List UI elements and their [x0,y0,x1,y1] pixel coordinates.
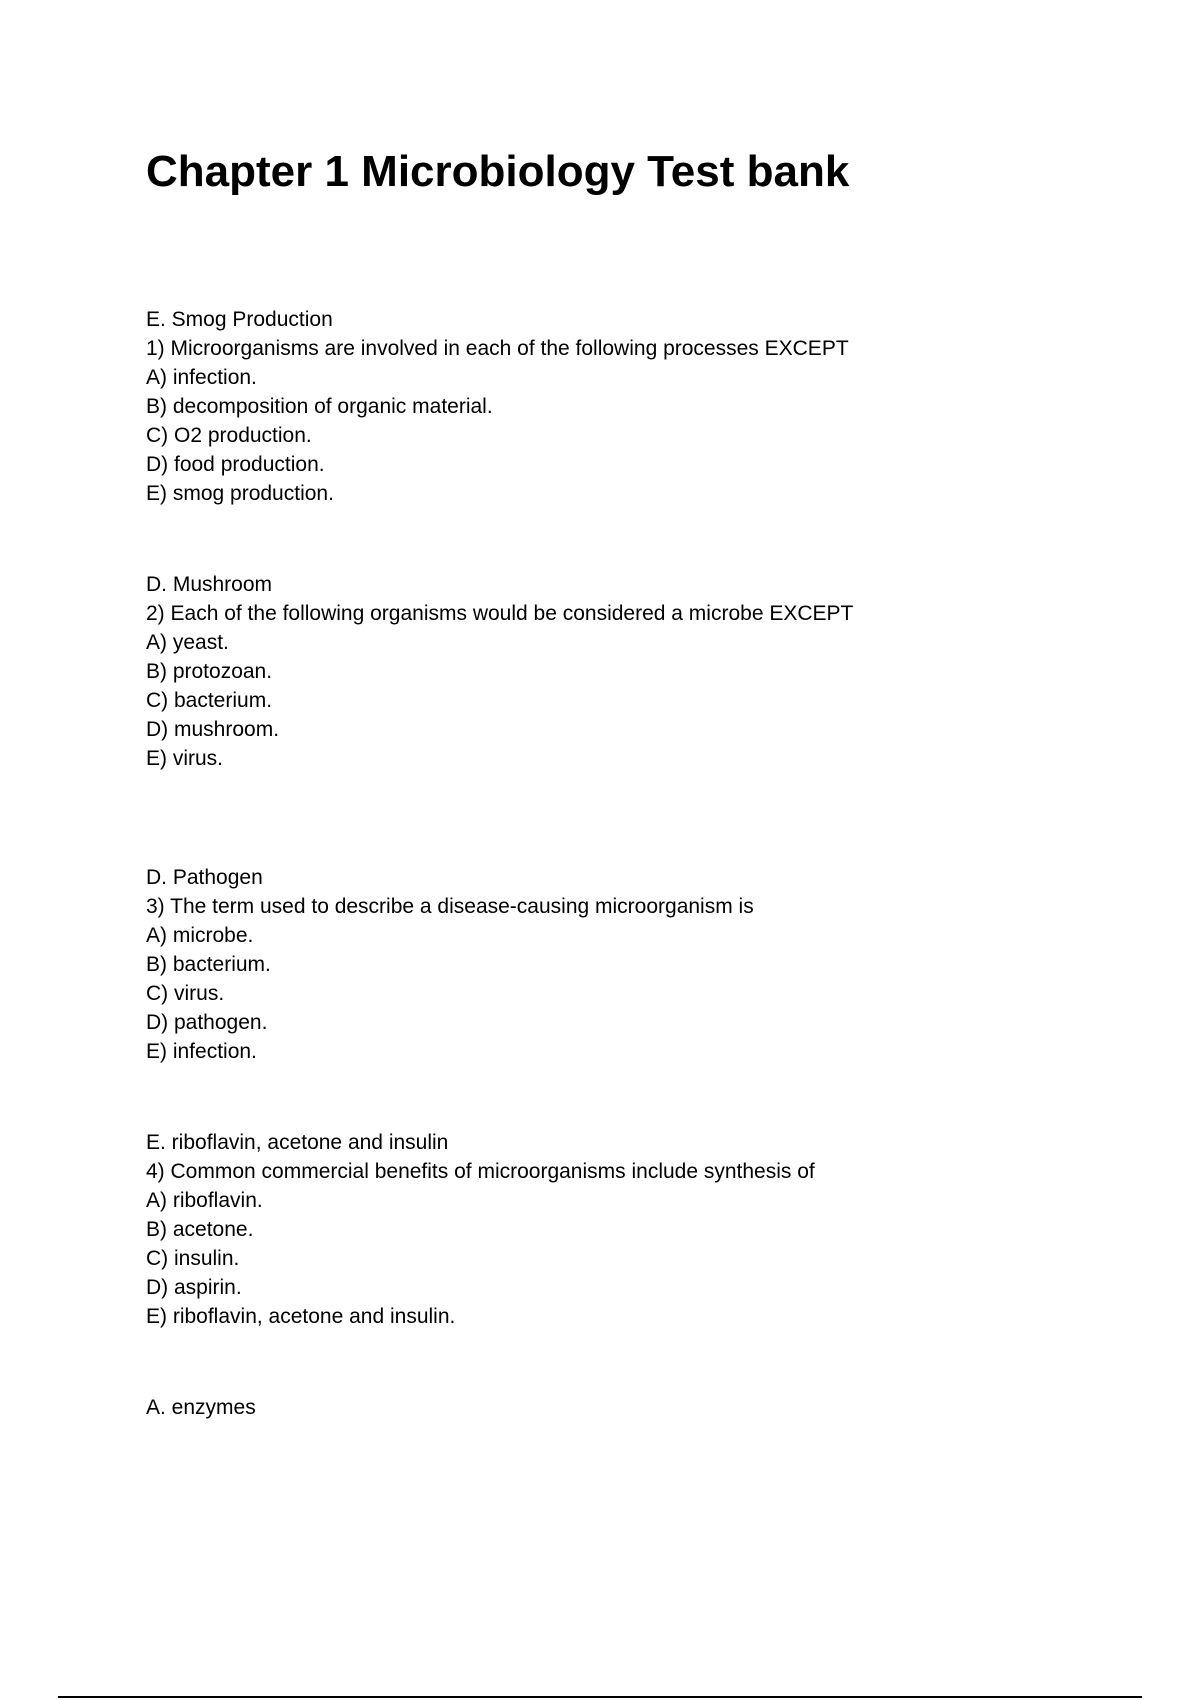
qa-block-5 [146,1393,1106,1422]
option-a: A) yeast. [146,631,229,654]
qa-block-2 [146,570,1106,773]
answer-line: A. enzymes [146,1396,256,1419]
question-text: 3) The term used to describe a disease-causing microorganism is [146,895,754,918]
answer-line: D. Pathogen [146,866,263,889]
option-a: A) infection. [146,366,257,389]
option-e: E) infection. [146,1040,257,1063]
option-d: D) mushroom. [146,718,280,741]
option-b: B) bacterium. [146,953,271,976]
option-a: A) microbe. [146,924,254,947]
option-b: B) acetone. [146,1218,254,1241]
footer-divider [58,1696,1142,1698]
qa-block-4 [146,1128,1106,1331]
option-b: B) decomposition of organic material. [146,395,493,418]
option-e: E) riboflavin, acetone and insulin. [146,1305,456,1328]
question-text: 4) Common commercial benefits of microorganisms include synthesis of [146,1160,815,1183]
option-e: E) smog production. [146,482,334,505]
option-e: E) virus. [146,747,224,770]
option-d: D) food production. [146,453,325,476]
answer-line: D. Mushroom [146,573,273,596]
option-c: C) bacterium. [146,689,273,712]
question-text: 1) Microorganisms are involved in each of the following processes EXCEPT [146,337,849,360]
option-c: C) O2 production. [146,424,312,447]
answer-line: E. riboflavin, acetone and insulin [146,1131,449,1154]
option-d: D) pathogen. [146,1011,268,1034]
option-c: C) insulin. [146,1247,240,1270]
answer-line: E. Smog Production [146,308,333,331]
question-text: 2) Each of the following organisms would be considered a microbe EXCEPT [146,602,854,625]
option-b: B) protozoan. [146,660,273,683]
qa-block-1 [146,305,1106,508]
qa-block-3 [146,863,1106,1066]
option-a: A) riboflavin. [146,1189,263,1212]
option-c: C) virus. [146,982,225,1005]
option-d: D) aspirin. [146,1276,242,1299]
page-title: Chapter 1 Microbiology Test bank [146,147,850,196]
